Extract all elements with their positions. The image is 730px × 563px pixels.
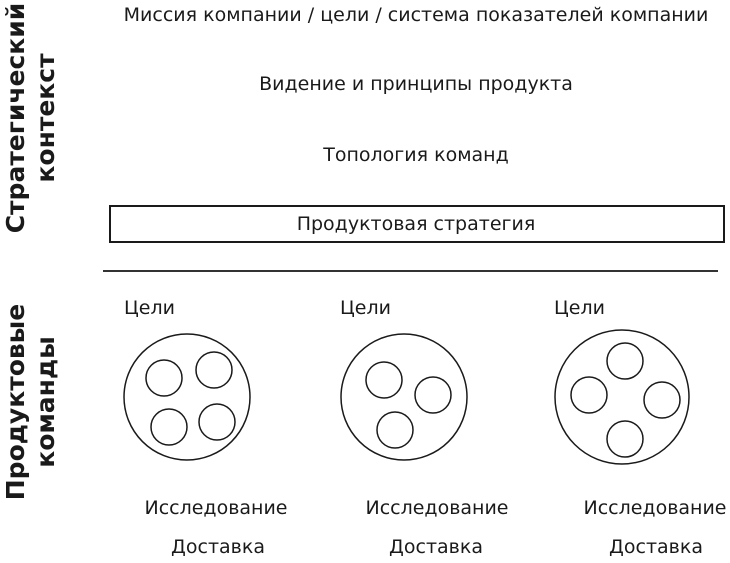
- team-2-member: [377, 412, 413, 448]
- product-vision-text: Видение и принципы продукта: [259, 73, 573, 95]
- company-mission-text: Миссия компании / цели / система показателей компании: [123, 4, 709, 26]
- team-2-discovery-label: Исследование: [365, 497, 509, 519]
- product-teams-label-line1: Продуктовые: [1, 303, 30, 501]
- team-1-goals-label: Цели: [124, 297, 175, 319]
- team-2-goals-label: Цели: [340, 297, 391, 319]
- team-2-member: [366, 362, 402, 398]
- team-2-delivery-label: Доставка: [389, 536, 483, 558]
- team-1-member: [199, 404, 235, 440]
- product-teams-label-line2: команды: [31, 336, 60, 468]
- team-topology-text: Топология команд: [323, 144, 509, 166]
- team-1-discovery-label: Исследование: [144, 497, 288, 519]
- product-strategy-text: Продуктовая стратегия: [296, 213, 536, 235]
- team-1-delivery-label: Доставка: [171, 536, 265, 558]
- team-1-member: [196, 352, 232, 388]
- team-3-member: [571, 377, 607, 413]
- team-3-delivery-label: Доставка: [609, 536, 703, 558]
- team-1-outer-circle: [124, 334, 250, 460]
- strategic-context-label-line1: Стратегический: [1, 2, 30, 234]
- team-3-member: [607, 343, 643, 379]
- team-3-member: [607, 421, 643, 457]
- team-3-goals-label: Цели: [554, 297, 605, 319]
- team-2-outer-circle: [341, 334, 467, 460]
- team-1-member: [146, 360, 182, 396]
- team-3-discovery-label: Исследование: [583, 497, 727, 519]
- team-1-member: [151, 409, 187, 445]
- team-3-outer-circle: [555, 330, 689, 464]
- team-2-member: [415, 377, 451, 413]
- strategic-context-label-line2: контекст: [31, 53, 60, 183]
- team-3-member: [644, 382, 680, 418]
